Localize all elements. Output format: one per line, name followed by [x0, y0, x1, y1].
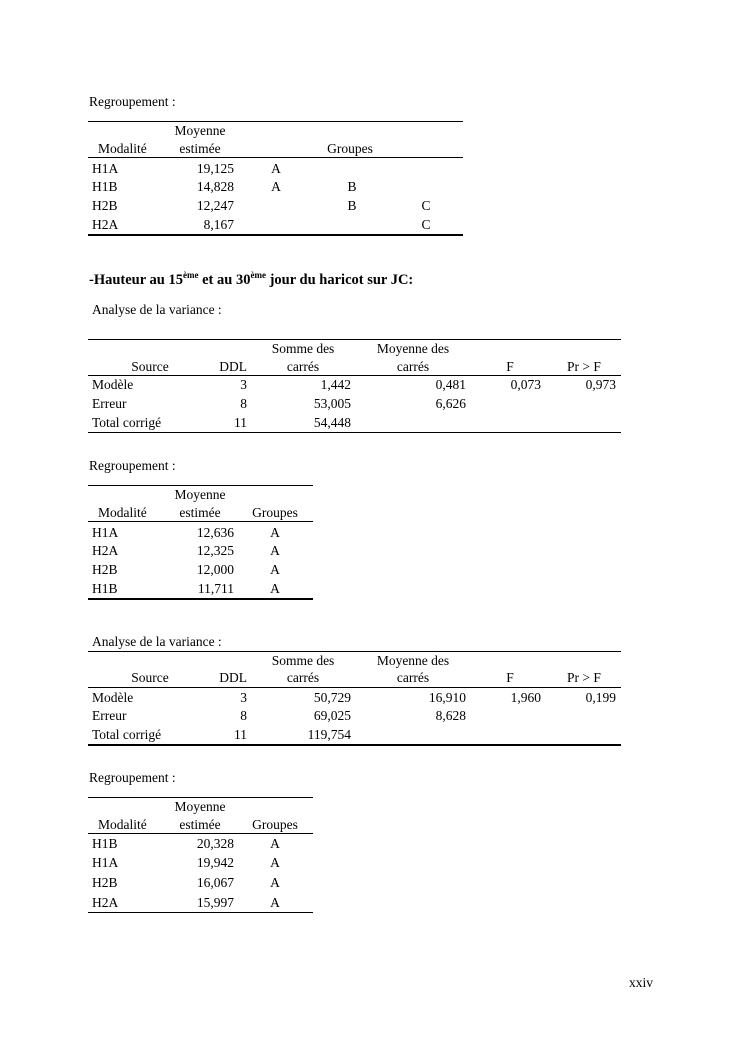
anova1-header-source: Source [131, 359, 169, 374]
anova1-header-ddl: DDL [219, 359, 247, 374]
anova2-row-somme: 119,754 [307, 727, 351, 742]
table1-header-groupes: Groupes [327, 141, 373, 156]
anova2-header-moyenne-2: carrés [396, 670, 430, 685]
anova2-row-f: 1,960 [510, 690, 541, 705]
anova1-row-source: Erreur [92, 396, 127, 411]
table1-row-value: 14,828 [196, 179, 234, 194]
table3-row-value: 20,328 [196, 836, 234, 851]
table3-row-value: 19,942 [196, 855, 234, 870]
table2-row-group: A [270, 581, 280, 596]
table2-row-modalite: H2B [92, 562, 118, 577]
table3-label: Regroupement : [89, 770, 176, 785]
anova2-header-somme-1: Somme des [271, 653, 335, 668]
anova1-label: Analyse de la variance : [92, 302, 222, 317]
table1-bottom-rule [88, 234, 463, 236]
table3-header-moyenne-2: estimée [179, 817, 221, 832]
anova2-row-moyenne: 16,910 [428, 690, 466, 705]
table3-row-group: A [270, 895, 280, 910]
anova2-row-ddl: 11 [234, 727, 247, 742]
table1-header-modalite: Modalité [98, 141, 147, 156]
anova1-row-somme: 53,005 [313, 396, 351, 411]
anova1-row-source: Total corrigé [92, 415, 162, 430]
table2-row-value: 12,325 [196, 543, 234, 558]
anova2-row-somme: 69,025 [313, 708, 351, 723]
anova2-row-source: Total corrigé [92, 727, 162, 742]
table3-header-modalite: Modalité [98, 817, 147, 832]
page-number: xxiv [629, 975, 654, 990]
table3-header-rule [88, 833, 313, 834]
table1-header-moyenne-1: Moyenne [174, 123, 226, 138]
anova1-row-ddl: 11 [234, 415, 247, 430]
table2-top-rule [88, 485, 313, 486]
table2-row-group: A [270, 525, 280, 540]
table1-row-value: 8,167 [203, 217, 234, 232]
anova2-row-pr: 0,199 [585, 690, 616, 705]
table3-top-rule [88, 797, 313, 798]
section-heading [89, 270, 414, 288]
anova2-row-source: Modèle [92, 690, 134, 705]
table1-row-modalite: H1A [92, 161, 119, 176]
table1-row-value: 12,247 [196, 198, 234, 213]
anova2-top-rule [88, 651, 621, 652]
anova1-row-pr: 0,973 [585, 377, 616, 392]
table1-row-group-b: B [347, 198, 357, 213]
table3-row-modalite: H1B [92, 836, 118, 851]
table2-header-moyenne-1: Moyenne [174, 487, 226, 502]
table3-row-value: 16,067 [196, 875, 234, 890]
table3-row-modalite: H2A [92, 895, 119, 910]
anova2-label: Analyse de la variance : [92, 634, 222, 649]
anova2-header-source: Source [131, 670, 169, 685]
table3-row-group: A [270, 875, 280, 890]
anova1-header-f: F [506, 359, 514, 374]
table3-row-modalite: H1A [92, 855, 119, 870]
table1-row-group-c: C [421, 217, 431, 232]
heading-part1: -Hauteur au 15 [89, 272, 183, 288]
table2-row-modalite: H2A [92, 543, 119, 558]
table2-header-moyenne-2: estimée [179, 505, 221, 520]
anova2-bottom-rule [88, 744, 621, 746]
table1-top-rule [88, 121, 463, 122]
anova1-header-somme-2: carrés [286, 359, 320, 374]
anova1-row-ddl: 8 [240, 396, 247, 411]
heading-part2: et au 30 [198, 272, 251, 288]
table3-row-group: A [270, 836, 280, 851]
heading-sup1: ème [183, 270, 199, 280]
table2-bottom-rule [88, 598, 313, 600]
table2-row-modalite: H1B [92, 581, 118, 596]
table3-header-moyenne-1: Moyenne [174, 799, 226, 814]
table2-header-groupes: Groupes [252, 505, 298, 520]
anova2-row-ddl: 3 [240, 690, 247, 705]
table1-header-moyenne-2: estimée [179, 141, 221, 156]
table1-row-group-a: A [271, 179, 281, 194]
heading-part3: jour du haricot sur JC: [265, 272, 414, 288]
table1-label: Regroupement : [89, 94, 176, 109]
anova2-header-pr: Pr > F [567, 670, 601, 685]
table2-row-group: A [270, 543, 280, 558]
anova1-row-moyenne: 0,481 [435, 377, 466, 392]
anova1-bottom-rule [88, 432, 621, 433]
anova1-row-f: 0,073 [510, 377, 541, 392]
table3-row-value: 15,997 [196, 895, 234, 910]
anova1-header-rule [88, 375, 621, 376]
table3-bottom-rule [88, 912, 313, 913]
table1-row-modalite: H2A [92, 217, 119, 232]
heading-sup2: ème [250, 270, 266, 280]
anova2-row-somme: 50,729 [313, 690, 351, 705]
anova1-header-moyenne-2: carrés [396, 359, 430, 374]
anova1-row-source: Modèle [92, 377, 134, 392]
anova1-top-rule [88, 339, 621, 340]
table2-row-group: A [270, 562, 280, 577]
table1-row-group-a: A [271, 161, 281, 176]
table2-header-modalite: Modalité [98, 505, 147, 520]
anova1-header-pr: Pr > F [567, 359, 601, 374]
table2-header-rule [88, 521, 313, 522]
table3-row-modalite: H2B [92, 875, 118, 890]
anova2-row-source: Erreur [92, 708, 127, 723]
table1-row-group-b: B [347, 179, 357, 194]
anova2-row-moyenne: 8,628 [435, 708, 466, 723]
table3-header-groupes: Groupes [252, 817, 298, 832]
anova2-header-somme-2: carrés [286, 670, 320, 685]
anova2-header-f: F [506, 670, 514, 685]
table1-row-group-c: C [421, 198, 431, 213]
anova2-header-rule [88, 687, 621, 688]
table1-row-modalite: H2B [92, 198, 118, 213]
anova1-header-somme-1: Somme des [271, 341, 335, 356]
table2-row-modalite: H1A [92, 525, 119, 540]
anova2-header-ddl: DDL [219, 670, 247, 685]
table1-row-value: 19,125 [196, 161, 234, 176]
anova1-row-somme: 54,448 [313, 415, 351, 430]
anova2-header-moyenne-1: Moyenne des [376, 653, 450, 668]
table2-row-value: 11,711 [197, 581, 234, 596]
table1-row-modalite: H1B [92, 179, 118, 194]
anova1-row-somme: 1,442 [320, 377, 351, 392]
table3-row-group: A [270, 855, 280, 870]
table1-header-rule [88, 157, 463, 158]
table2-row-value: 12,000 [196, 562, 234, 577]
table2-row-value: 12,636 [196, 525, 234, 540]
anova2-row-ddl: 8 [240, 708, 247, 723]
anova1-row-moyenne: 6,626 [435, 396, 466, 411]
table2-label: Regroupement : [89, 458, 176, 473]
anova1-row-ddl: 3 [240, 377, 247, 392]
anova1-header-moyenne-1: Moyenne des [376, 341, 450, 356]
